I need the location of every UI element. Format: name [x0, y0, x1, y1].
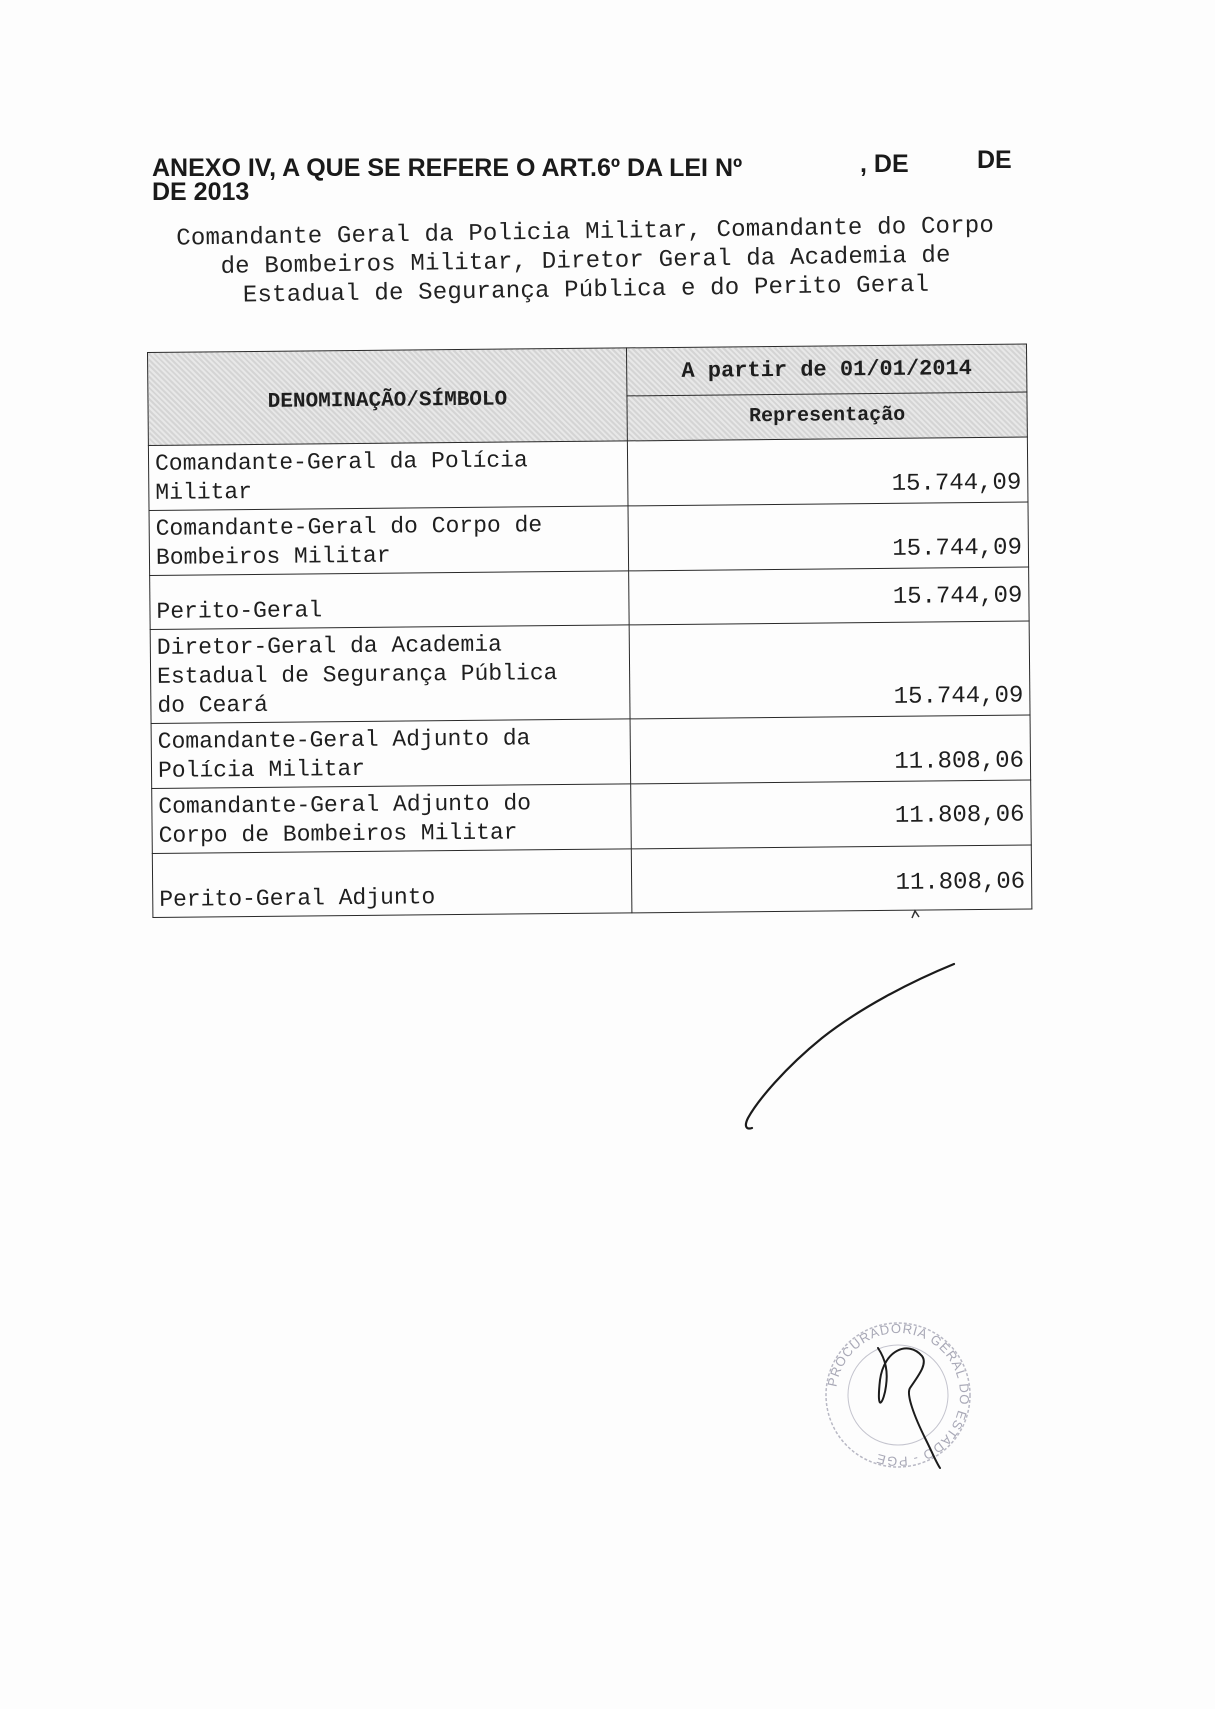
heading-de-2: DE — [977, 146, 1012, 174]
header-period: A partir de 01/01/2014 — [626, 344, 1026, 395]
pen-mark-icon — [910, 908, 922, 920]
table-row — [151, 715, 1031, 788]
table-row — [150, 621, 1030, 723]
heading-main: ANEXO IV, A QUE SE REFERE O ART.6º DA LEI Nº — [152, 154, 743, 182]
row-value: 11.808,06 — [630, 715, 1031, 784]
row-name: Comandante-Geral do Corpo de Bombeiros Militar — [149, 506, 629, 576]
svg-text:PROCURADORIA GERAL DO ESTADO - — [825, 1321, 973, 1469]
row-name: Perito-Geral Adjunto — [152, 849, 632, 918]
table-row — [149, 502, 1029, 575]
row-value: 15.744,09 — [627, 437, 1028, 506]
row-name: Comandante-Geral da Polícia Militar — [148, 441, 628, 511]
table-row — [150, 567, 1029, 629]
subtitle-line: de Bombeiros Militar, Diretor Geral da Academia de — [220, 242, 951, 281]
header-denominacao: DENOMINAÇÃO/SÍMBOLO — [148, 348, 628, 446]
row-value: 11.808,06 — [631, 780, 1032, 849]
row-name: Perito-Geral — [150, 571, 629, 630]
heading-de-1: , DE — [860, 150, 909, 178]
stamp-seal-icon — [818, 1320, 978, 1470]
table-row — [152, 845, 1032, 917]
signature-stroke-icon — [740, 960, 960, 1130]
row-name: Comandante-Geral Adjunto do Corpo de Bombeiros Militar — [152, 784, 632, 854]
row-value: 15.744,09 — [629, 567, 1030, 625]
row-name: Comandante-Geral Adjunto da Polícia Militar — [151, 719, 631, 789]
row-value: 11.808,06 — [631, 845, 1032, 913]
heading-year: DE 2013 — [152, 178, 250, 206]
stamp-text: PROCURADORIA GERAL DO ESTADO - PGE — [824, 1320, 973, 1470]
subtitle-line: Estadual de Segurança Pública e do Perito Geral — [242, 271, 930, 310]
salary-table — [147, 344, 1032, 918]
document-heading — [152, 145, 1022, 207]
table-row — [152, 780, 1032, 853]
table-row — [148, 437, 1028, 510]
header-representacao: Representação — [627, 392, 1027, 441]
subtitle-line: Comandante Geral da Policia Militar, Comandante do Corpo — [176, 212, 995, 253]
row-value: 15.744,09 — [629, 621, 1030, 719]
row-value: 15.744,09 — [628, 502, 1029, 571]
document-subtitle — [150, 211, 1021, 312]
row-name: Diretor-Geral da Academia Estadual de Segurança Pública do Ceará — [150, 625, 630, 724]
